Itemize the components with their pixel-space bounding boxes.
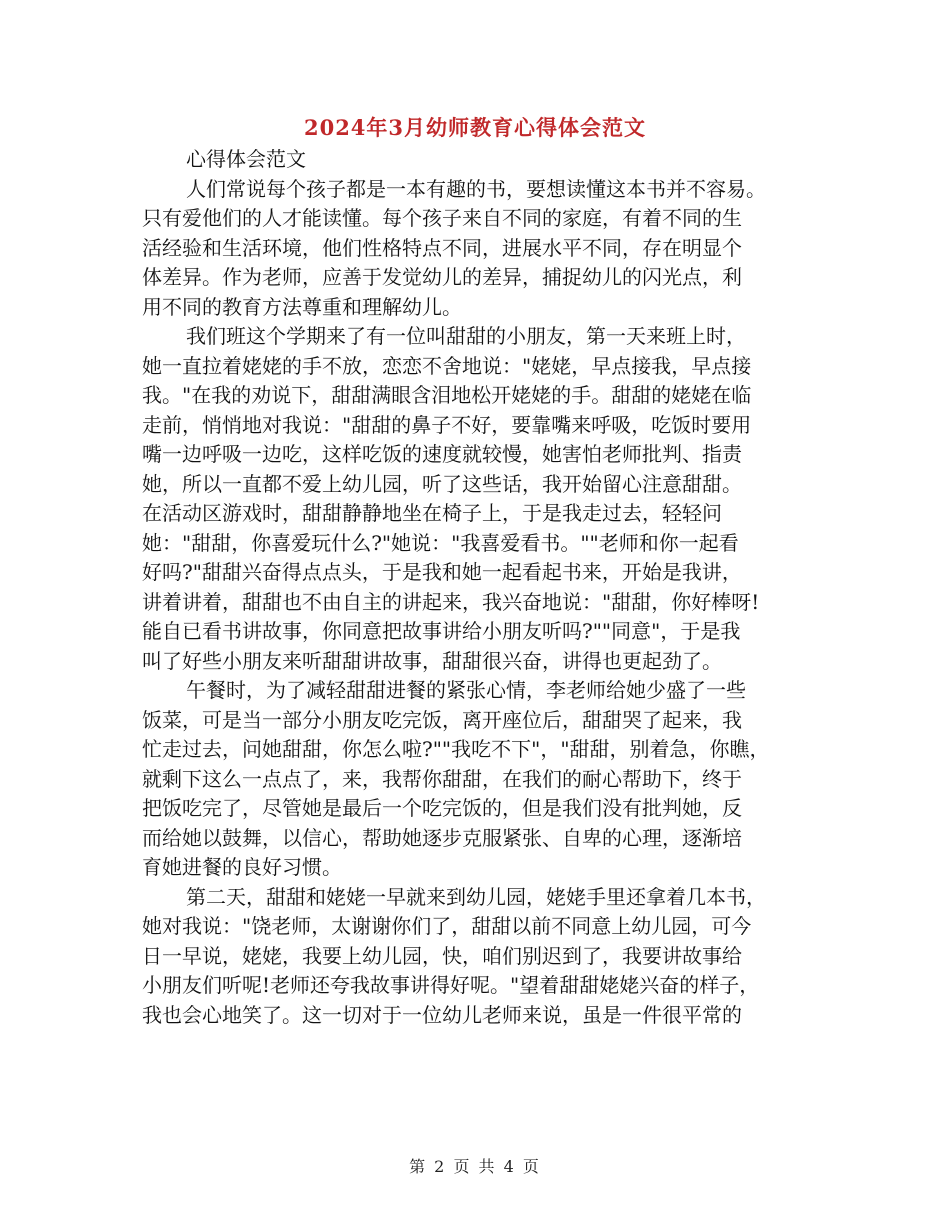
text-line: 能自已看书讲故事，你同意把故事讲给小朋友听吗?""同意"，于是我 bbox=[142, 619, 741, 643]
document-body bbox=[142, 145, 814, 1030]
text-line: 日一早说，姥姥，我要上幼儿园，快，咱们别迟到了，我要讲故事给 bbox=[142, 943, 742, 968]
text-line: 人们常说每个孩子都是一本有趣的书，要想读懂这本书并不容易。 bbox=[186, 176, 766, 201]
text-line: 讲着讲着，甜甜也不由自主的讲起来，我兴奋地说："甜甜，你好棒呀! bbox=[142, 589, 760, 614]
text-line: 把饭吃完了，尽管她是最后一个吃完饭的，但是我们没有批判她，反 bbox=[142, 796, 742, 820]
text-line: 她一直拉着姥姥的手不放，恋恋不舍地说："姥姥，早点接我，早点接 bbox=[142, 353, 752, 378]
page-footer: 第 2 页 共 4 页 bbox=[409, 1157, 541, 1176]
text-line: 小朋友们听呢!老师还夸我故事讲得好呢。"望着甜甜姥姥兴奋的样子， bbox=[142, 973, 760, 997]
text-line: 走前，悄悄地对我说："甜甜的鼻子不好，要靠嘴来呼吸，吃饭时要用 bbox=[142, 412, 752, 437]
text-line: 育她进餐的良好习惯。 bbox=[142, 855, 342, 879]
text-line: 她对我说："饶老师，太谢谢你们了，甜甜以前不同意上幼儿园，可今 bbox=[142, 914, 752, 938]
text-line: 而给她以鼓舞，以信心，帮助她逐步克服紧张、自卑的心理，逐渐培 bbox=[142, 825, 742, 850]
text-line: 只有爱他们的人才能读懂。每个孩子来自不同的家庭，有着不同的生 bbox=[142, 206, 742, 230]
text-line: 我们班这个学期来了有一位叫甜甜的小朋友，第一天来班上时， bbox=[186, 324, 746, 348]
text-line: 她："甜甜，你喜爱玩什么?"她说："我喜爱看书。""老师和你一起看 bbox=[142, 530, 739, 555]
text-line: 心得体会范文 bbox=[186, 147, 306, 171]
text-line: 忙走过去，问她甜甜，你怎么啦?""我吃不下"，"甜甜，别着急，你瞧， bbox=[142, 737, 770, 761]
text-line: 我。"在我的劝说下，甜甜满眼含泪地松开姥姥的手。甜甜的姥姥在临 bbox=[142, 383, 752, 407]
text-line: 我也会心地笑了。这一切对于一位幼儿老师来说，虽是一件很平常的 bbox=[142, 1002, 742, 1027]
text-line: 就剩下这么一点点了，来，我帮你甜甜，在我们的耐心帮助下，终于 bbox=[142, 766, 742, 791]
text-line: 叫了好些小朋友来听甜甜讲故事，甜甜很兴奋，讲得也更起劲了。 bbox=[142, 648, 722, 673]
text-line: 用不同的教育方法尊重和理解幼儿。 bbox=[142, 294, 462, 319]
text-line: 嘴一边呼吸一边吃，这样吃饭的速度就较慢，她害怕老师批判、指责 bbox=[142, 442, 742, 466]
text-line: 体差异。作为老师，应善于发觉幼儿的差异，捕捉幼儿的闪光点，利 bbox=[142, 265, 742, 289]
text-line: 饭菜，可是当一部分小朋友吃完饭，离开座位后，甜甜哭了起来，我 bbox=[142, 707, 742, 732]
document-title: 2024年3月幼师教育心得体会范文 bbox=[303, 115, 647, 140]
text-line: 她，所以一直都不爱上幼儿园，听了这些话，我开始留心注意甜甜。 bbox=[142, 471, 742, 496]
text-line: 在活动区游戏时，甜甜静静地坐在椅子上，于是我走过去，轻轻问 bbox=[142, 501, 722, 525]
text-line: 午餐时，为了减轻甜甜进餐的紧张心情，李老师给她少盛了一些 bbox=[186, 678, 746, 702]
text-line: 活经验和生活环境，他们性格特点不同，进展水平不同，存在明显个 bbox=[142, 235, 742, 260]
text-line: 好吗?"甜甜兴奋得点点头，于是我和她一起看起书来，开始是我讲， bbox=[142, 560, 742, 584]
text-line: 第二天，甜甜和姥姥一早就来到幼儿园，姥姥手里还拿着几本书， bbox=[186, 884, 766, 909]
